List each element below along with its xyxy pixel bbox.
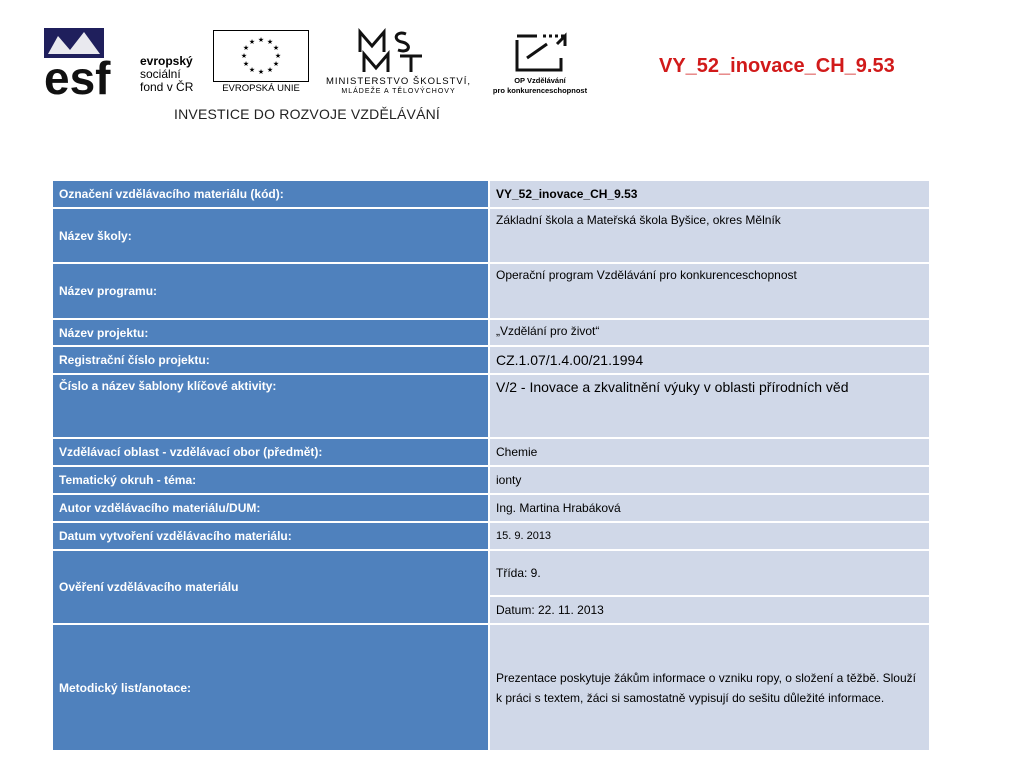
op-logo-mark [513, 28, 573, 74]
table-row-school [52, 208, 930, 263]
svg-text:★: ★ [257, 68, 265, 76]
project-label: Název projektu: [52, 319, 489, 346]
esf-text-line2: sociální [140, 67, 181, 81]
table-row-registration [52, 346, 930, 374]
annotation-label: Metodický list/anotace: [52, 624, 489, 751]
esf-text-line3: fond v ČR [140, 80, 194, 94]
svg-text:★: ★ [240, 52, 248, 60]
svg-text:★: ★ [274, 52, 282, 60]
created-value: 15. 9. 2013 [489, 522, 930, 550]
table-row-program [52, 263, 930, 319]
msmt-text-line2: MLÁDEŽE A TĚLOVÝCHOVY [341, 88, 456, 95]
table-row-verify-class [52, 550, 930, 596]
svg-text:★: ★ [248, 66, 256, 74]
school-label: Název školy: [52, 208, 489, 263]
created-label: Datum vytvoření vzdělávacího materiálu: [52, 522, 489, 550]
verify-label: Ověření vzdělávacího materiálu [52, 550, 489, 624]
area-label: Vzdělávací oblast - vzdělávací obor (předmět): [52, 438, 489, 466]
table-row-created [52, 522, 930, 550]
investice-tagline: INVESTICE DO ROZVOJE VZDĚLÁVÁNÍ [174, 106, 441, 122]
op-text-line1: OP Vzdělávání [514, 76, 566, 85]
table-row-topic [52, 466, 930, 494]
op-text-line2: pro konkurenceschopnost [492, 86, 588, 95]
project-value: „Vzdělání pro život“ [489, 319, 930, 346]
svg-text:★: ★ [266, 38, 274, 46]
svg-text:esf: esf [44, 52, 111, 98]
registration-label: Registrační číslo projektu: [52, 346, 489, 374]
esf-logo-mark [44, 28, 134, 98]
svg-text:★: ★ [266, 66, 274, 74]
area-value: Chemie [489, 438, 930, 466]
program-label: Název programu: [52, 263, 489, 319]
table-row-author [52, 494, 930, 522]
svg-text:★: ★ [248, 38, 256, 46]
topic-value: ionty [489, 466, 930, 494]
table-row-area [52, 438, 930, 466]
verify-class-value: Třída: 9. [489, 550, 930, 596]
template-label: Číslo a název šablony klíčové aktivity: [52, 374, 489, 438]
eu-flag-icon [213, 30, 309, 82]
msmt-logo-mark [356, 28, 426, 74]
svg-text:★: ★ [242, 60, 250, 68]
metadata-table [51, 179, 931, 752]
svg-text:★: ★ [272, 60, 280, 68]
esf-text-line1: evropský [140, 54, 193, 68]
op-logo [486, 28, 594, 100]
eu-logo [213, 30, 309, 98]
table-row-code [52, 180, 930, 208]
template-value: V/2 - Inovace a zkvalitnění výuky v oblasti přírodních věd [489, 374, 930, 438]
annotation-value: Prezentace poskytuje žákům informace o vzniku ropy, o složení a těžbě. Slouží k práci s textem, žáci si samostatně vypisují do sešitu důležité informace. [489, 624, 930, 751]
author-label: Autor vzdělávacího materiálu/DUM: [52, 494, 489, 522]
program-value: Operační program Vzdělávání pro konkurenceschopnost [489, 263, 930, 319]
registration-value: CZ.1.07/1.4.00/21.1994 [489, 346, 930, 374]
code-label: Označení vzdělávacího materiálu (kód): [52, 180, 489, 208]
table-row-project [52, 319, 930, 346]
code-value: VY_52_inovace_CH_9.53 [489, 180, 930, 208]
school-value: Základní škola a Mateřská škola Byšice, okres Mělník [489, 208, 930, 263]
msmt-logo [316, 28, 481, 100]
svg-text:★: ★ [272, 44, 280, 52]
eu-label: EVROPSKÁ UNIE [222, 83, 300, 94]
msmt-text-line1: MINISTERSTVO ŠKOLSTVÍ, [326, 76, 471, 87]
table-row-annotation [52, 624, 930, 751]
verify-date-value: Datum: 22. 11. 2013 [489, 596, 930, 624]
author-value: Ing. Martina Hrabáková [489, 494, 930, 522]
document-code: VY_52_inovace_CH_9.53 [659, 55, 895, 77]
topic-label: Tematický okruh - téma: [52, 466, 489, 494]
svg-text:★: ★ [257, 36, 265, 44]
svg-text:★: ★ [242, 44, 250, 52]
table-row-template [52, 374, 930, 438]
esf-logo [44, 28, 214, 100]
